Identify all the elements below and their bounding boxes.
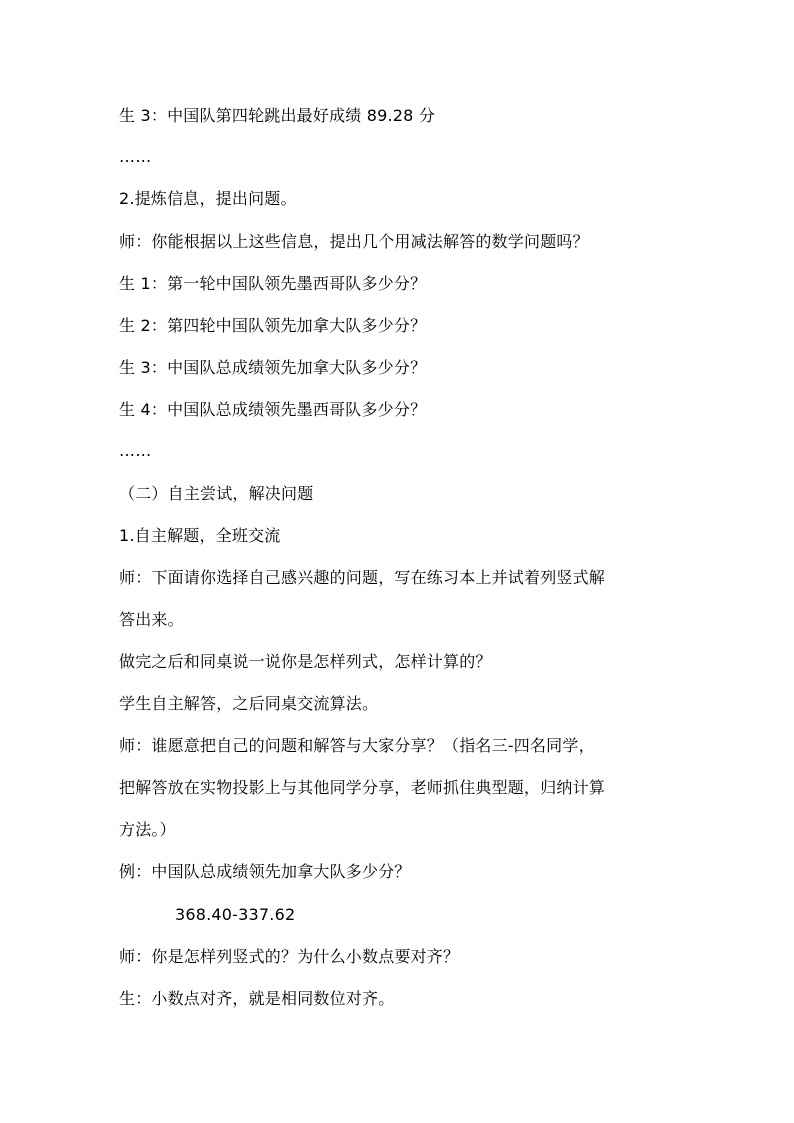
text-line: 生 3：中国队总成绩领先加拿大队多少分？ [119,358,427,377]
text-line: 答出来。 [119,610,184,629]
ellipsis-line: …… [119,441,152,460]
text-line: 学生自主解答，之后同桌交流算法。 [119,694,379,713]
text-line: 生：小数点对齐，就是相同数位对齐。 [119,989,395,1008]
section-heading: 2.提炼信息，提出问题。 [119,189,297,208]
text-line: 生 3：中国队第四轮跳出最好成绩 89.28 分 [119,106,436,125]
text-line: 生 2：第四轮中国队领先加拿大队多少分？ [119,316,427,335]
text-line: 师：你是怎样列竖式的？为什么小数点要对齐？ [119,947,460,966]
text-line: 生 1：第一轮中国队领先墨西哥队多少分？ [119,274,427,293]
section-heading: （二）自主尝试，解决问题 [119,484,314,503]
text-line: 把解答放在实物投影上与其他同学分享，老师抓住典型题，归纳计算 [119,778,606,797]
text-line: 师：你能根据以上这些信息，提出几个用减法解答的数学问题吗？ [119,232,589,251]
text-line: 方法。） [119,820,176,839]
text-line: 师：谁愿意把自己的问题和解答与大家分享？（指名三-四名同学， [119,736,595,755]
text-line: 例：中国队总成绩领先加拿大队多少分？ [119,862,411,881]
ellipsis-line: …… [119,147,152,166]
formula-line: 368.40-337.62 [175,905,296,924]
text-line: 生 4：中国队总成绩领先墨西哥队多少分？ [119,400,427,419]
section-heading: 1.自主解题，全班交流 [119,526,281,545]
text-line: 师：下面请你选择自己感兴趣的问题，写在练习本上并试着列竖式解 [119,568,606,587]
text-line: 做完之后和同桌说一说你是怎样列式，怎样计算的？ [119,652,492,671]
